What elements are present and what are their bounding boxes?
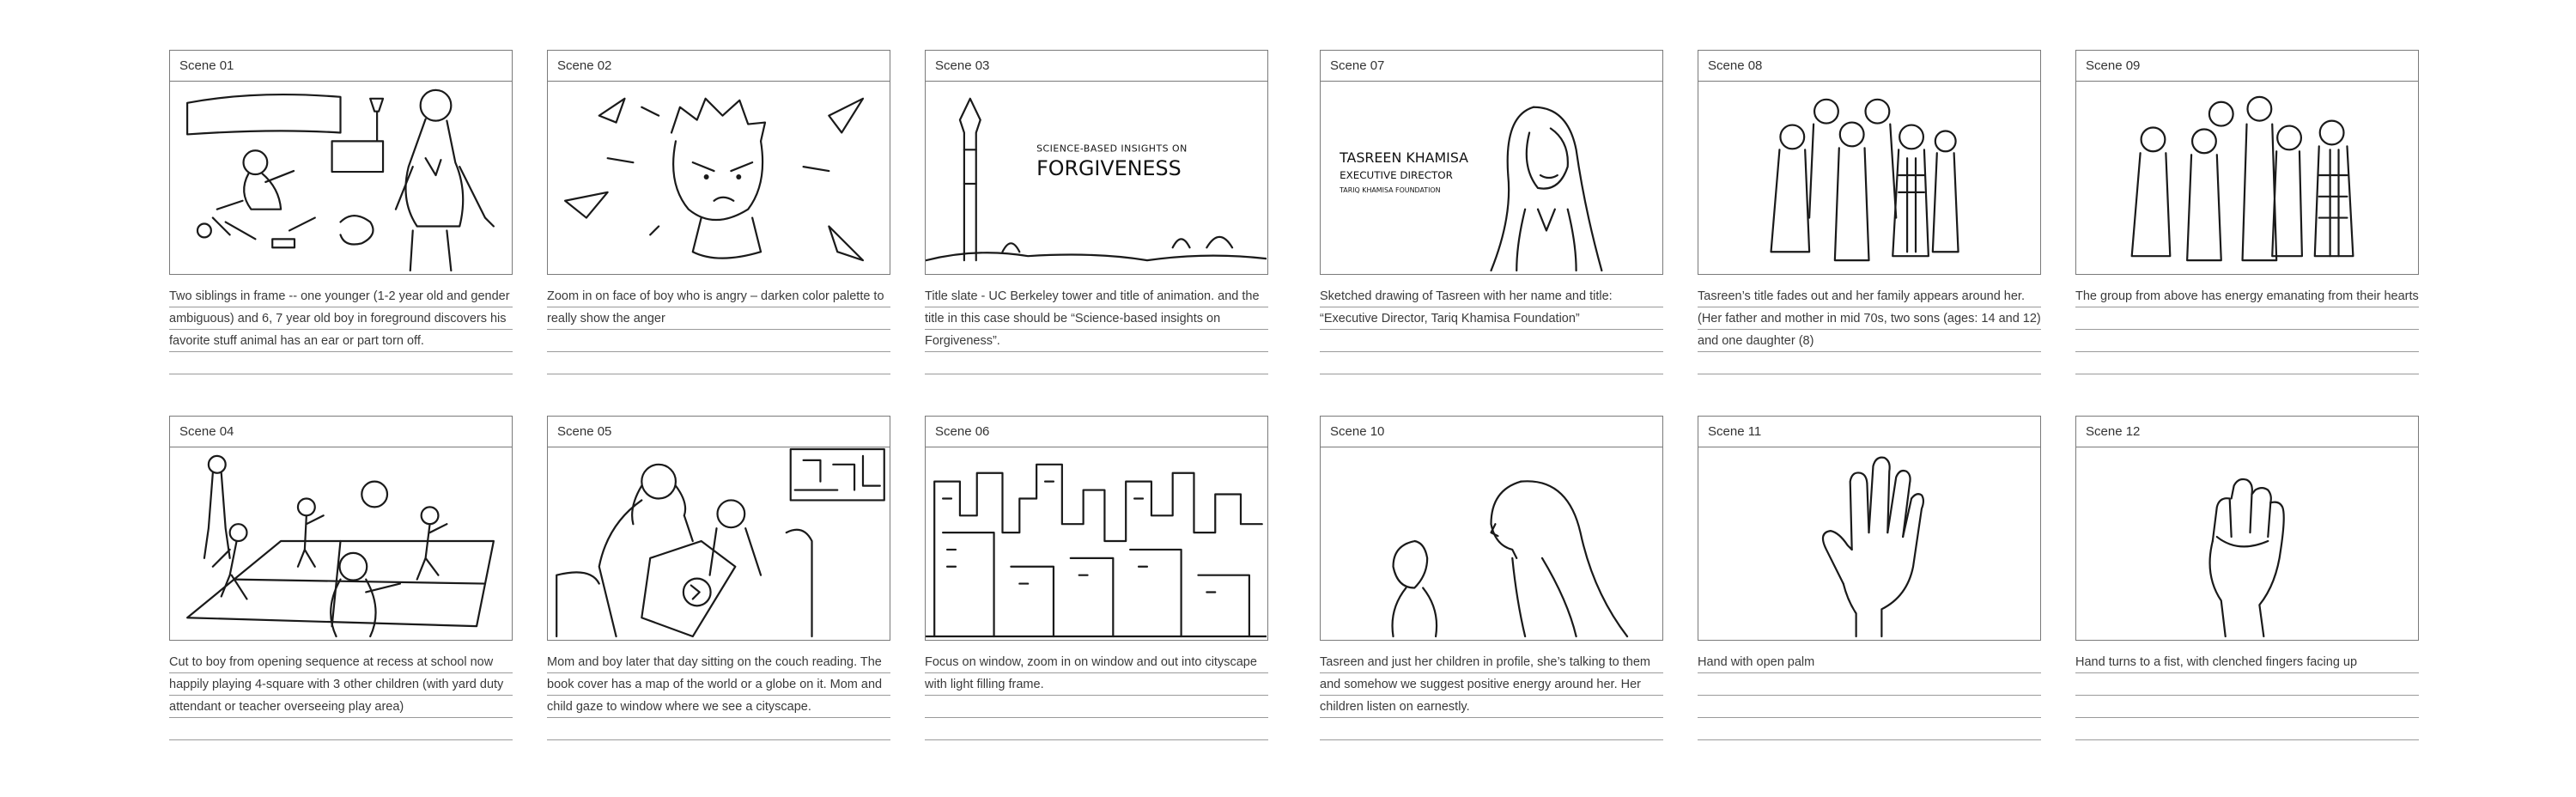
scene-caption: Hand turns to a fist, with clenched fingers facing up <box>2075 651 2419 740</box>
scene-label: Scene 10 <box>1321 417 1662 447</box>
scene-label: Scene 02 <box>548 51 890 82</box>
scene-caption: Tasreen’s title fades out and her family appears around her. (Her father and mother in mid 70s, two sons (ages: 14 and 12) and one daughter (8) <box>1698 285 2041 374</box>
storyboard-panel-scene-01 <box>169 50 513 374</box>
sketch-cityscape-window <box>926 447 1267 639</box>
sketch-berkeley-tower-title <box>926 82 1267 273</box>
sketch-siblings-torn-toy <box>170 82 511 273</box>
storyboard-panel-scene-06 <box>925 416 1268 740</box>
scene-label: Scene 05 <box>548 417 890 447</box>
sketch-tasreen-portrait <box>1321 82 1662 273</box>
scene-caption: Focus on window, zoom in on window and out into cityscape with light filling frame. <box>925 651 1268 740</box>
sketch-tasreen-children-profile <box>1321 447 1662 639</box>
panel-frame <box>1320 416 1663 641</box>
sketch-family-group <box>1698 82 2039 273</box>
scene-label: Scene 12 <box>2076 417 2418 447</box>
portrait-title: EXECUTIVE DIRECTOR <box>1340 168 1453 181</box>
storyboard-panel-scene-03 <box>925 50 1268 374</box>
title-slate-title: FORGIVENESS <box>1036 156 1182 181</box>
scene-caption: Two siblings in frame -- one younger (1-2 year old and gender ambiguous) and 6, 7 year old boy in foreground discovers his favorite stuff animal has an ear or part torn off. <box>169 285 513 374</box>
panel-frame <box>547 50 890 275</box>
storyboard-panel-scene-11 <box>1698 416 2041 740</box>
scene-label: Scene 03 <box>926 51 1267 82</box>
sketch-recess-four-square <box>170 447 511 639</box>
storyboard-panel-scene-07 <box>1320 50 1663 374</box>
scene-label: Scene 11 <box>1698 417 2040 447</box>
storyboard-panel-scene-04 <box>169 416 513 740</box>
scene-label: Scene 08 <box>1698 51 2040 82</box>
sketch-open-palm <box>1698 447 2039 639</box>
scene-caption: Sketched drawing of Tasreen with her name and title: “Executive Director, Tariq Khamisa Foundation” <box>1320 285 1663 374</box>
scene-caption: Tasreen and just her children in profile, she’s talking to them and somehow we suggest positive energy around her. Her children listen on earnestly. <box>1320 651 1663 740</box>
storyboard-panel-scene-08 <box>1698 50 2041 374</box>
scene-caption: Zoom in on face of boy who is angry – darken color palette to really show the anger <box>547 285 890 374</box>
scene-label: Scene 09 <box>2076 51 2418 82</box>
panel-frame <box>547 416 890 641</box>
scene-label: Scene 04 <box>170 417 512 447</box>
scene-caption: The group from above has energy emanating from their hearts <box>2075 285 2419 374</box>
storyboard-panel-scene-12 <box>2075 416 2419 740</box>
scene-label: Scene 01 <box>170 51 512 82</box>
panel-frame <box>169 50 513 275</box>
sketch-mom-boy-reading <box>548 447 889 639</box>
storyboard-panel-scene-05 <box>547 416 890 740</box>
storyboard-panel-scene-09 <box>2075 50 2419 374</box>
storyboard-panel-scene-02 <box>547 50 890 374</box>
title-slate-subtitle: SCIENCE-BASED INSIGHTS ON <box>1036 143 1188 155</box>
panel-frame <box>1320 50 1663 275</box>
sketch-clenched-fist <box>2076 447 2417 639</box>
panel-frame <box>925 416 1268 641</box>
scene-label: Scene 07 <box>1321 51 1662 82</box>
scene-caption: Cut to boy from opening sequence at recess at school now happily playing 4-square with 3 other children (with yard duty attendant or teacher overseeing play area) <box>169 651 513 740</box>
sketch-family-heart-energy <box>2076 82 2417 273</box>
scene-label: Scene 06 <box>926 417 1267 447</box>
scene-caption: Title slate - UC Berkeley tower and title of animation. and the title in this case should be “Science-based insights on Forgiveness”. <box>925 285 1268 374</box>
panel-frame <box>925 50 1268 275</box>
panel-frame <box>169 416 513 641</box>
panel-frame <box>2075 416 2419 641</box>
portrait-name: TASREEN KHAMISA <box>1340 149 1469 167</box>
sketch-angry-boy-face <box>548 82 889 273</box>
portrait-org: TARIQ KHAMISA FOUNDATION <box>1340 186 1441 194</box>
scene-caption: Hand with open palm <box>1698 651 2041 740</box>
scene-caption: Mom and boy later that day sitting on the couch reading. The book cover has a map of the world or a globe on it. Mom and child gaze to window where we see a cityscape. <box>547 651 890 740</box>
storyboard-panel-scene-10 <box>1320 416 1663 740</box>
panel-frame <box>1698 416 2041 641</box>
panel-frame <box>1698 50 2041 275</box>
panel-frame <box>2075 50 2419 275</box>
